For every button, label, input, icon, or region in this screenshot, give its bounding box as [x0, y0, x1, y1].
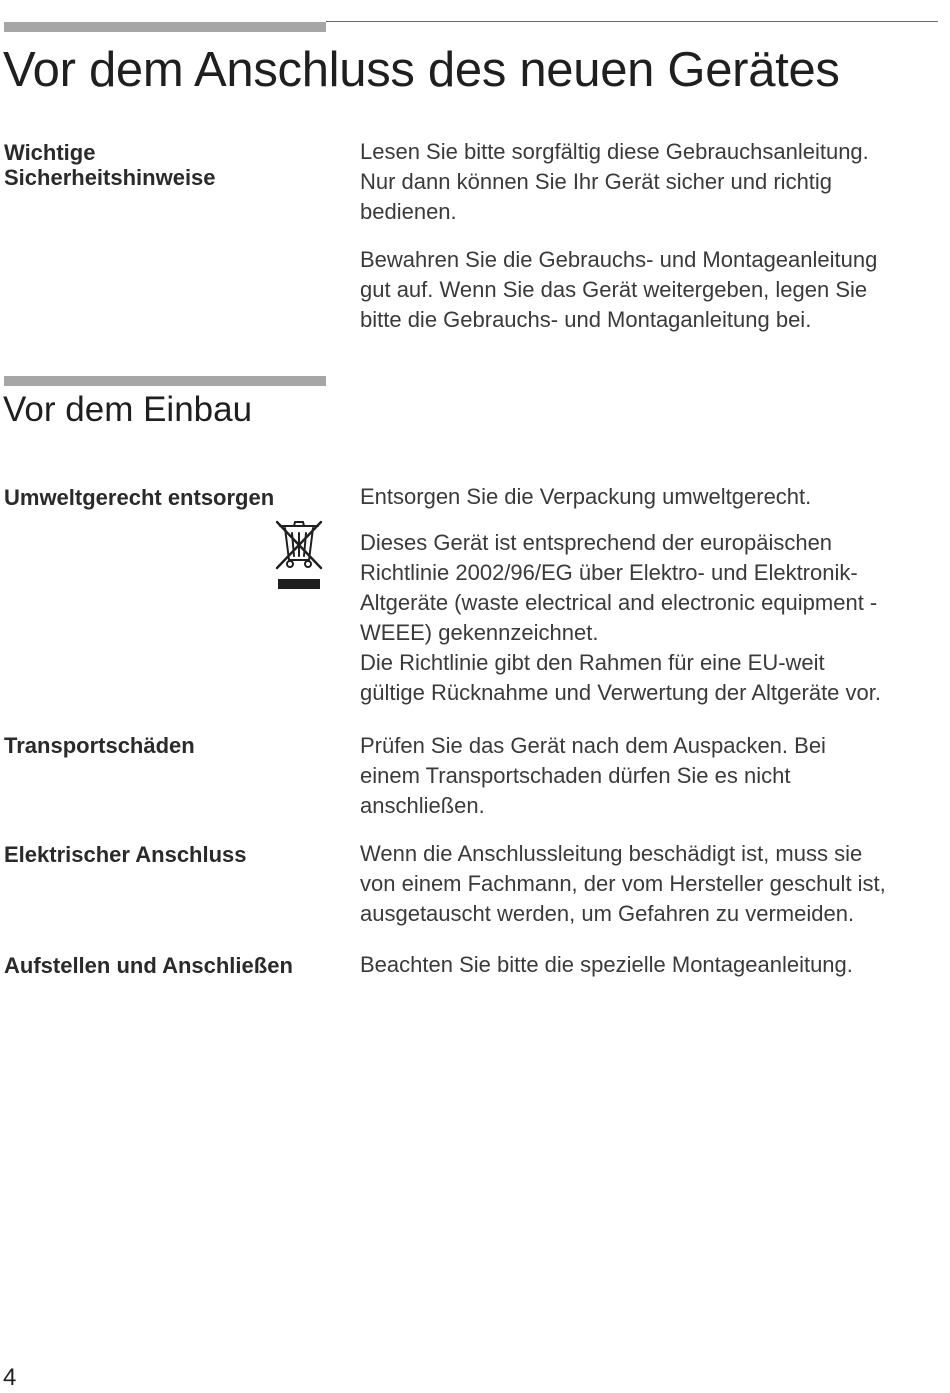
- title-bar: [4, 22, 326, 32]
- text-line: ausgetauscht werden, um Gefahren zu vermeiden.: [360, 901, 855, 926]
- section-label-safety: [4, 140, 216, 190]
- section-label-transport: Transportschäden: [4, 733, 195, 758]
- weee-crossed-bin-icon: [274, 518, 324, 593]
- text-line: Dieses Gerät ist entsprechend der europäischen: [360, 530, 833, 555]
- text-line: bitte die Gebrauchs- und Montaganleitung bei.: [360, 307, 812, 332]
- text-line: anschließen.: [360, 793, 485, 818]
- text-line: gültige Rücknahme und Verwertung der Altgeräte vor.: [360, 680, 881, 705]
- text-line: Nur dann können Sie Ihr Gerät sicher und richtig: [360, 169, 833, 194]
- umwelt-paragraph-1: [360, 482, 945, 512]
- text-line: Entsorgen Sie die Verpackung umweltgerecht.: [360, 484, 812, 509]
- safety-paragraph-2: [360, 245, 945, 335]
- safety-paragraph-1: [360, 137, 945, 227]
- text-line: Richtlinie 2002/96/EG über Elektro- und Elektronik-: [360, 560, 858, 585]
- text-line: gut auf. Wenn Sie das Gerät weitergeben, legen Sie: [360, 277, 868, 302]
- text-line: Wenn die Anschlussleitung beschädigt ist, muss sie: [360, 841, 863, 866]
- text-line: von einem Fachmann, der vom Hersteller geschult ist,: [360, 871, 886, 896]
- header-rule: [326, 21, 938, 22]
- aufstellen-paragraph: [360, 950, 945, 980]
- text-line: bedienen.: [360, 199, 457, 224]
- section-label-umwelt: Umweltgerecht entsorgen: [4, 485, 275, 510]
- text-line: Prüfen Sie das Gerät nach dem Auspacken. Bei: [360, 733, 826, 758]
- text-line: einem Transportschaden dürfen Sie es nicht: [360, 763, 791, 788]
- text-line: Lesen Sie bitte sorgfältig diese Gebrauchsanleitung.: [360, 139, 869, 164]
- label-line: Wichtige: [4, 140, 96, 165]
- text-line: Beachten Sie bitte die spezielle Montageanleitung.: [360, 952, 853, 977]
- section-title: Vor dem Einbau: [3, 390, 253, 429]
- text-line: Altgeräte (waste electrical and electronic equipment -: [360, 590, 878, 615]
- text-line: WEEE) gekennzeichnet.: [360, 620, 599, 645]
- umwelt-paragraph-2: [360, 528, 945, 708]
- section-label-aufstellen: Aufstellen und Anschließen: [4, 953, 293, 978]
- page-number: 4: [3, 1364, 17, 1391]
- text-line: Bewahren Sie die Gebrauchs- und Montageanleitung: [360, 247, 878, 272]
- transport-paragraph: [360, 731, 945, 821]
- page-title: Vor dem Anschluss des neuen Gerätes: [3, 43, 840, 97]
- elektrisch-paragraph: [360, 839, 945, 929]
- section-label-elektrisch: Elektrischer Anschluss: [4, 842, 247, 867]
- text-line: Die Richtlinie gibt den Rahmen für eine EU-weit: [360, 650, 825, 675]
- label-line: Sicherheitshinweise: [4, 165, 216, 190]
- section-bar: [4, 376, 326, 386]
